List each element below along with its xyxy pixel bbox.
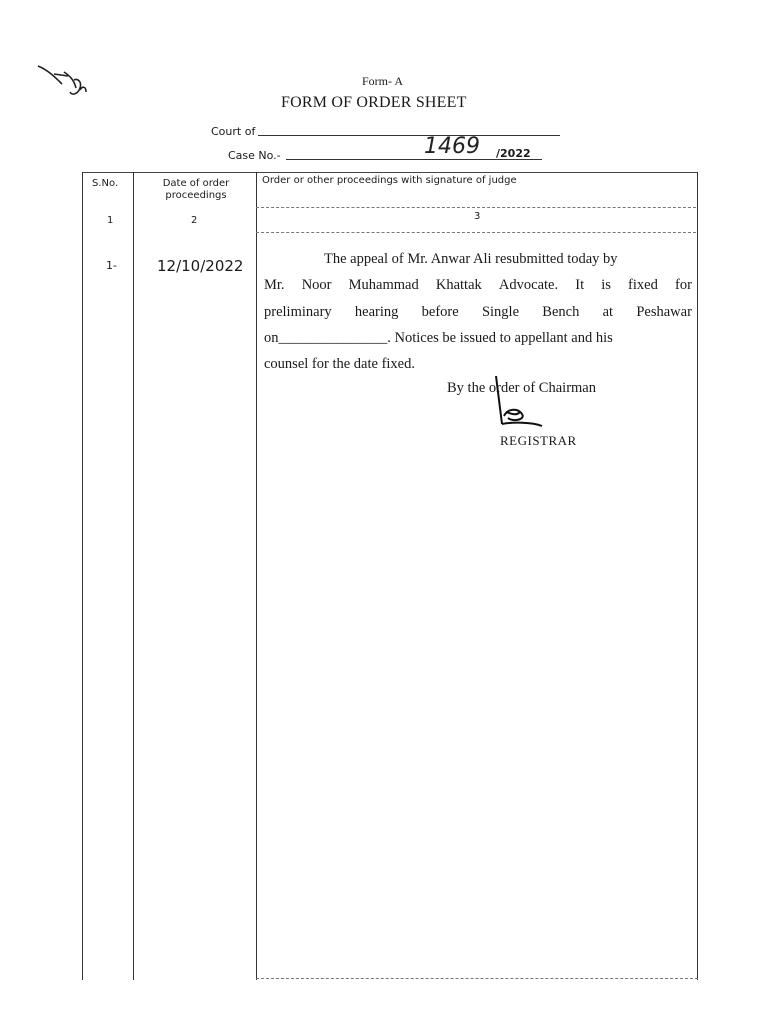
- column-number-1: 1: [107, 215, 114, 226]
- form-label: Form- A: [362, 74, 404, 88]
- order-text-line-4: on_______________. Notices be issued to appellant and his: [264, 330, 613, 346]
- order-text-word: Single: [481, 304, 520, 320]
- order-text-line-2: [264, 276, 692, 294]
- order-text-word: Khattak: [435, 277, 482, 293]
- registrar-signature-icon: [482, 372, 622, 432]
- table-bottom-border: [256, 978, 698, 979]
- column-divider-1: [133, 172, 134, 980]
- order-text-line-1: The appeal of Mr. Anwar Ali resubmitted today by: [324, 251, 618, 267]
- column-header-sno: S.No.: [92, 178, 119, 189]
- table-left-border: [82, 172, 83, 980]
- case-year: /2022: [496, 147, 531, 160]
- order-text-word: Mr.: [264, 277, 285, 293]
- order-text-word: hearing: [354, 304, 399, 320]
- order-text-word: at: [602, 304, 614, 320]
- column-divider-2: [256, 172, 257, 980]
- column-number-3: 3: [474, 211, 481, 222]
- order-text-word: Noor: [301, 277, 332, 293]
- order-text-word: for: [674, 277, 692, 293]
- header-divider: [256, 207, 696, 208]
- row-order-date: 12/10/2022: [157, 257, 244, 275]
- court-label: Court of: [211, 125, 256, 138]
- table-top-border: [82, 172, 698, 173]
- column-header-order: Order or other proceedings with signature of judge: [262, 175, 517, 186]
- number-row-divider: [256, 232, 696, 233]
- table-right-border: [697, 172, 698, 980]
- order-text-line-3: [264, 303, 692, 321]
- column-header-date: Date of order proceedings: [162, 178, 230, 201]
- order-text-line-5: counsel for the date fixed.: [264, 356, 415, 372]
- order-by-text: By the order of Chairman: [447, 380, 596, 396]
- order-text-word: is: [601, 277, 611, 293]
- order-text-word: fixed: [628, 277, 658, 293]
- order-text-word: It: [575, 277, 585, 293]
- column-number-2: 2: [191, 215, 198, 226]
- court-blank-line: [258, 135, 560, 136]
- page-title: FORM OF ORDER SHEET: [281, 94, 467, 111]
- case-number: 1469: [424, 134, 480, 159]
- row-serial-number: 1-: [106, 259, 117, 272]
- order-text-word: before: [421, 304, 459, 320]
- order-text-word: preliminary: [264, 304, 332, 320]
- case-label: Case No.-: [228, 149, 281, 162]
- order-text-word: Muhammad: [348, 277, 419, 293]
- registrar-label: REGISTRAR: [500, 433, 577, 448]
- order-text-word: Bench: [542, 304, 580, 320]
- order-text-word: Advocate.: [498, 277, 559, 293]
- corner-handwritten-mark-icon: [34, 60, 94, 102]
- order-text-word: Peshawar: [636, 304, 692, 320]
